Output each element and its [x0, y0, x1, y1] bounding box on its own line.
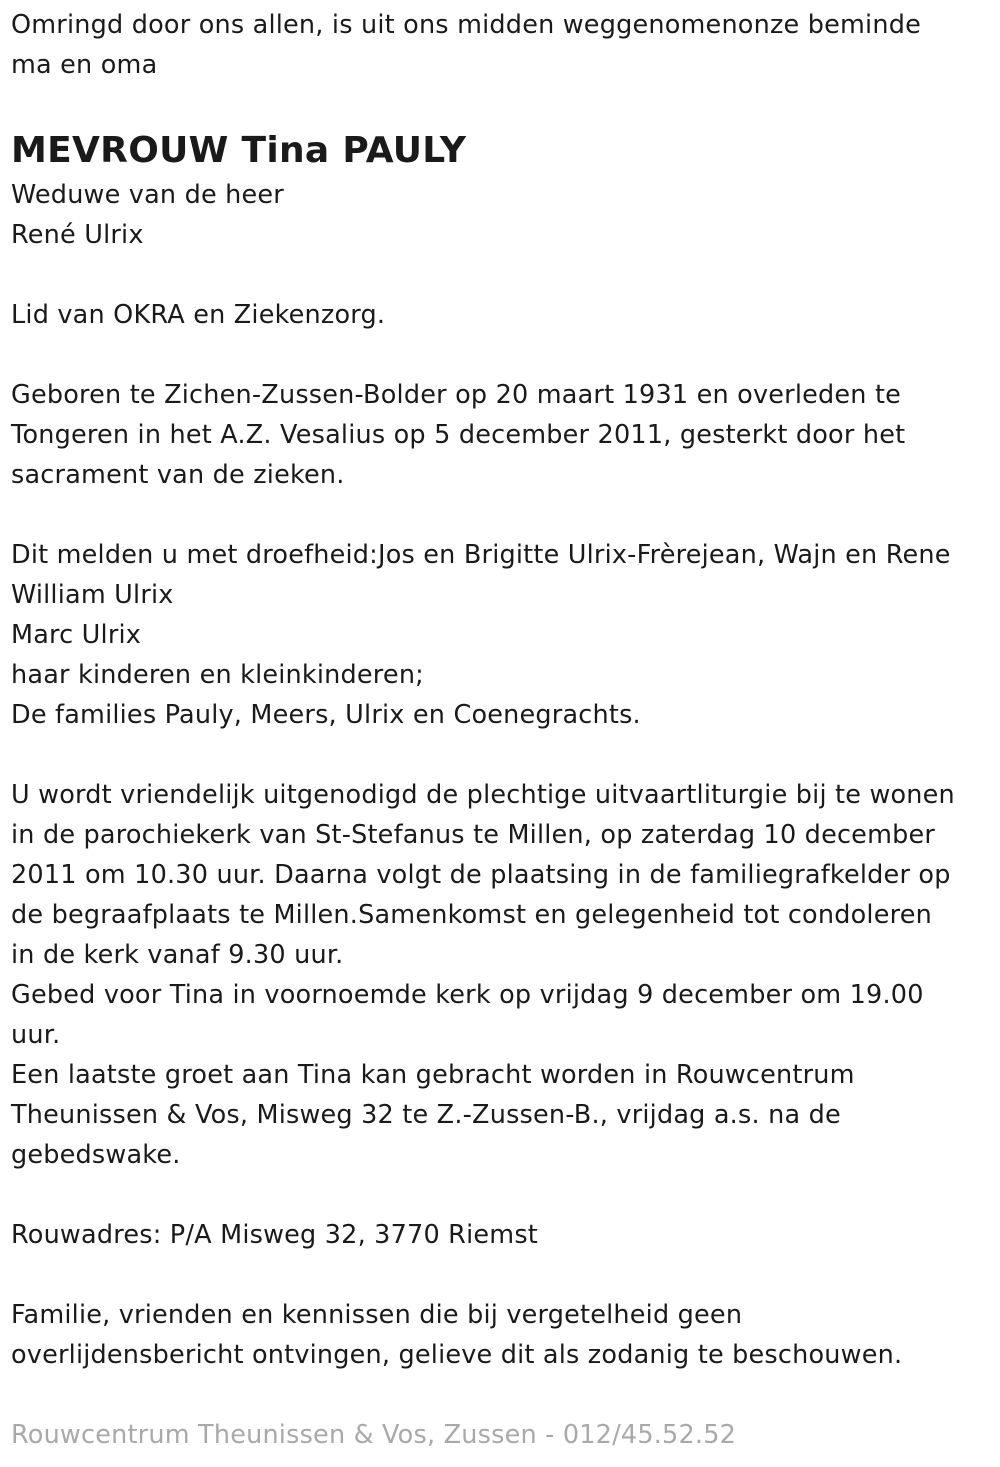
birth-death-line: sacrament van de zieken.: [11, 460, 345, 490]
widow-line: René Ulrix: [11, 220, 144, 250]
address-paragraph: [11, 1215, 991, 1255]
funeral-line: gebedswake.: [11, 1140, 181, 1170]
funeral-line: 2011 om 10.30 uur. Daarna volgt de plaatsing in de familiegrafkelder op: [11, 860, 951, 890]
spacer: [11, 495, 991, 535]
widow-line: Weduwe van de heer: [11, 180, 284, 210]
closing-line: Familie, vrienden en kennissen die bij vergetelheid geen: [11, 1300, 743, 1330]
funeral-line: uur.: [11, 1020, 61, 1050]
funeral-line: U wordt vriendelijk uitgenodigd de plechtige uitvaartliturgie bij te wonen: [11, 780, 955, 810]
announcement-line: Marc Ulrix: [11, 620, 142, 650]
spacer: [11, 1255, 991, 1295]
funeral-line: Gebed voor Tina in voornoemde kerk op vrijdag 9 december om 19.00: [11, 980, 924, 1010]
announcement-line: De families Pauly, Meers, Ulrix en Coenegrachts.: [11, 700, 641, 730]
spacer: [11, 335, 991, 375]
funeral-line: Een laatste groet aan Tina kan gebracht worden in Rouwcentrum: [11, 1060, 855, 1090]
announcement-line: haar kinderen en kleinkinderen;: [11, 660, 424, 690]
intro-line: ma en oma: [11, 50, 158, 80]
deceased-name: MEVROUW Tina PAULY: [11, 130, 467, 171]
obituary-notice: [11, 5, 991, 1455]
widow-paragraph: [11, 175, 991, 255]
footer: [11, 1415, 991, 1455]
birth-death-line: Tongeren in het A.Z. Vesalius op 5 december 2011, gesterkt door het: [11, 420, 906, 450]
funeral-paragraph: [11, 775, 991, 1175]
birth-death-line: Geboren te Zichen-Zussen-Bolder op 20 maart 1931 en overleden te: [11, 380, 902, 410]
announcement-paragraph: [11, 535, 991, 735]
intro-paragraph: [11, 5, 991, 85]
closing-line: overlijdensbericht ontvingen, gelieve dit als zodanig te beschouwen.: [11, 1340, 903, 1370]
intro-line: Omringd door ons allen, is uit ons midden weggenomenonze beminde: [11, 10, 921, 40]
funeral-home-credit: Rouwcentrum Theunissen & Vos, Zussen - 012/45.52.52: [11, 1420, 737, 1450]
funeral-line: de begraafplaats te Millen.Samenkomst en gelegenheid tot condoleren: [11, 900, 932, 930]
funeral-line: in de kerk vanaf 9.30 uur.: [11, 940, 344, 970]
closing-paragraph: [11, 1295, 991, 1375]
spacer: [11, 255, 991, 295]
announcement-line: Dit melden u met droefheid:Jos en Brigitte Ulrix-Frèrejean, Wajn en Rene: [11, 540, 951, 570]
spacer: [11, 735, 991, 775]
funeral-line: Theunissen & Vos, Misweg 32 te Z.-Zussen-B., vrijdag a.s. na de: [11, 1100, 841, 1130]
mourning-address: Rouwadres: P/A Misweg 32, 3770 Riemst: [11, 1220, 538, 1250]
spacer: [11, 1375, 991, 1415]
announcement-line: William Ulrix: [11, 580, 174, 610]
membership-line: Lid van OKRA en Ziekenzorg.: [11, 300, 386, 330]
spacer: [11, 1175, 991, 1215]
membership-paragraph: [11, 295, 991, 335]
funeral-line: in de parochiekerk van St-Stefanus te Millen, op zaterdag 10 december: [11, 820, 936, 850]
birth-death-paragraph: [11, 375, 991, 495]
